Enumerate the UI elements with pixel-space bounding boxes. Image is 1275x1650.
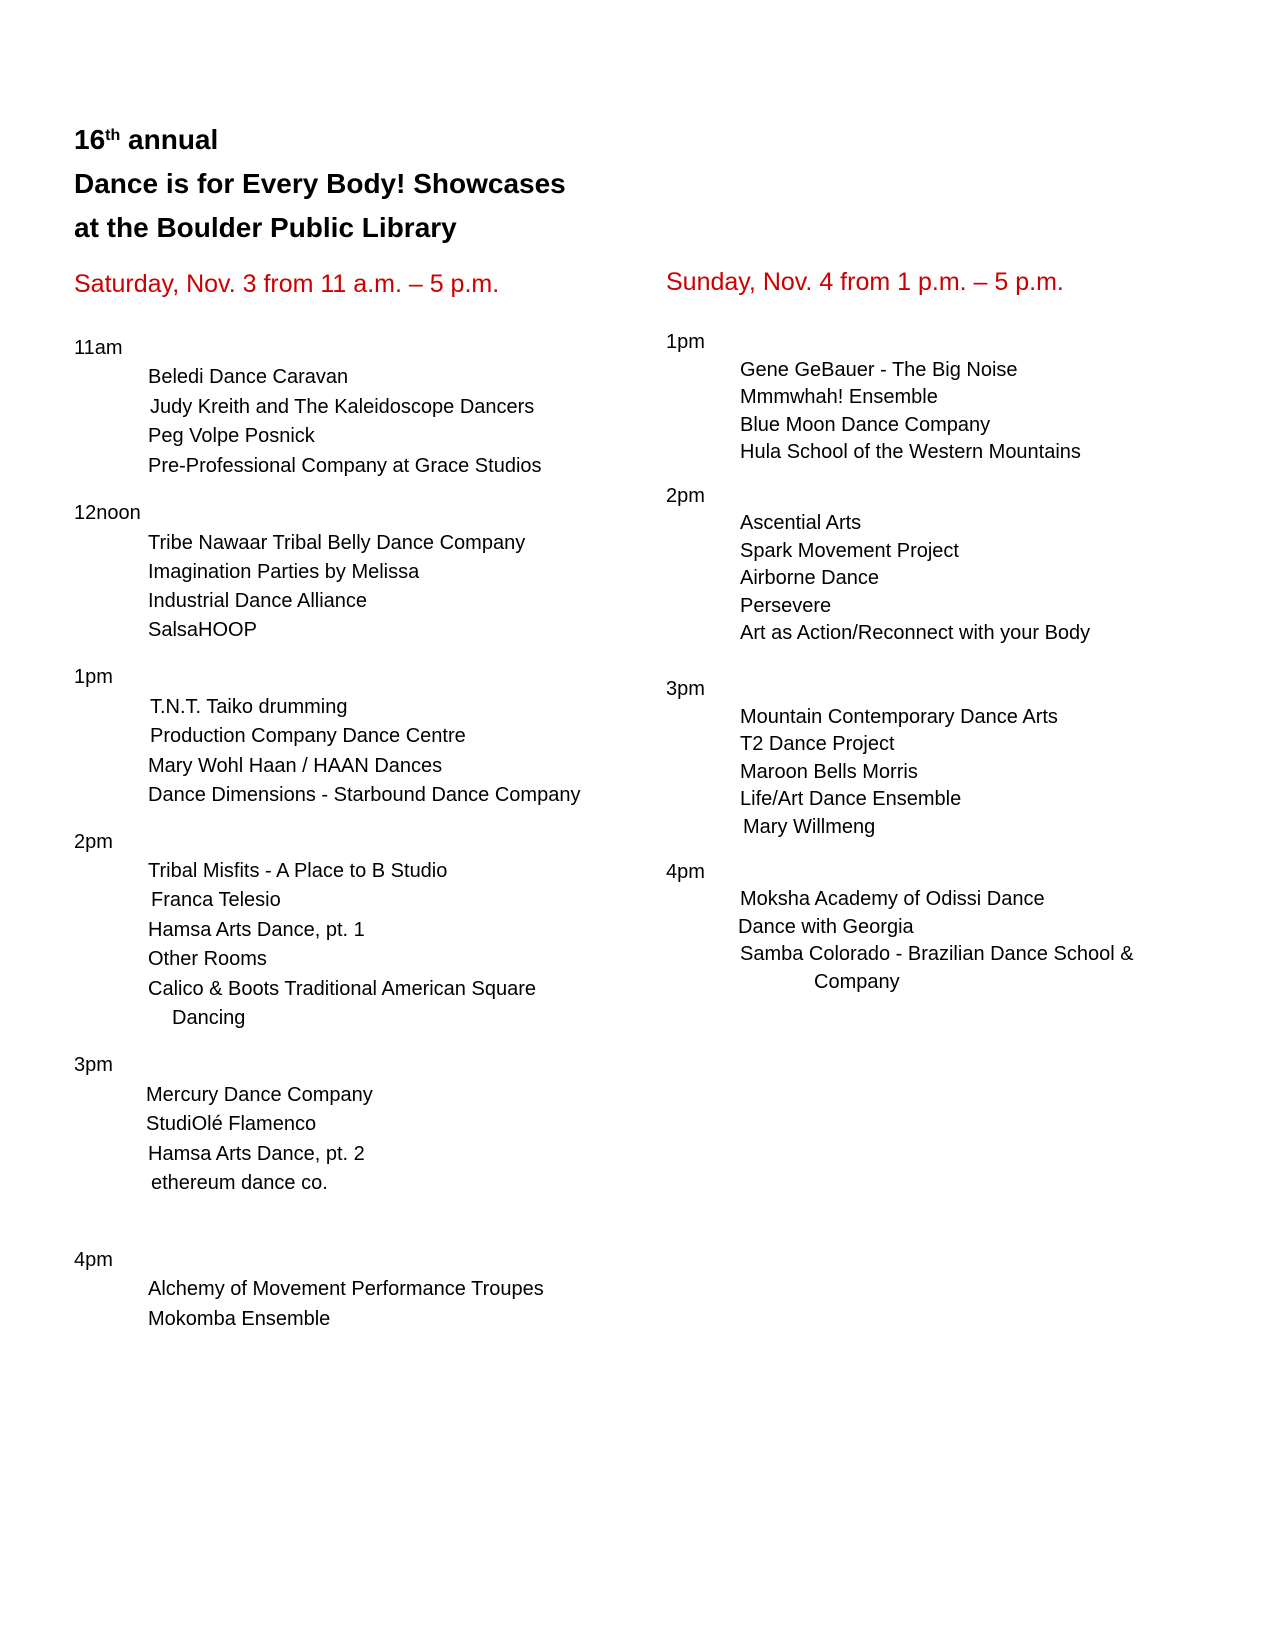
sunday-heading: Sunday, Nov. 4 from 1 p.m. – 5 p.m. bbox=[666, 268, 1064, 296]
sun-act: Mmmwhah! Ensemble bbox=[740, 386, 938, 408]
sun-act: Gene GeBauer - The Big Noise bbox=[740, 359, 1018, 381]
sun-act: Life/Art Dance Ensemble bbox=[740, 788, 962, 810]
sat-act: Mokomba Ensemble bbox=[148, 1308, 331, 1330]
title-line-3: at the Boulder Public Library bbox=[74, 212, 457, 243]
sun-act: Dance with Georgia bbox=[738, 916, 914, 938]
sat-time-1pm: 1pm bbox=[74, 666, 113, 688]
sun-act: Moksha Academy of Odissi Dance bbox=[740, 888, 1045, 910]
sat-act: Judy Kreith and The Kaleidoscope Dancers bbox=[150, 396, 535, 418]
sun-act: Persevere bbox=[740, 595, 832, 617]
sat-act: Alchemy of Movement Performance Troupes bbox=[148, 1278, 544, 1300]
sun-act: Hula School of the Western Mountains bbox=[740, 441, 1081, 463]
sat-act: Dance Dimensions - Starbound Dance Company bbox=[148, 784, 581, 806]
sun-act: Ascential Arts bbox=[740, 512, 862, 534]
sun-time-4pm: 4pm bbox=[666, 861, 705, 883]
title-line-1 bbox=[74, 118, 218, 162]
sat-act: Hamsa Arts Dance, pt. 1 bbox=[148, 919, 365, 941]
sat-act: Hamsa Arts Dance, pt. 2 bbox=[148, 1143, 365, 1165]
sun-act: Samba Colorado - Brazilian Dance School & bbox=[740, 943, 1134, 965]
sat-time-4pm: 4pm bbox=[74, 1249, 113, 1271]
title-ordinal-suffix: th bbox=[105, 127, 121, 144]
sun-act: Blue Moon Dance Company bbox=[740, 414, 991, 436]
sat-act-continued: Dancing bbox=[172, 1007, 246, 1029]
sat-act: Beledi Dance Caravan bbox=[148, 366, 349, 388]
sun-act: Spark Movement Project bbox=[740, 540, 959, 562]
sun-act: Maroon Bells Morris bbox=[740, 761, 918, 783]
sat-act: Tribe Nawaar Tribal Belly Dance Company bbox=[148, 532, 526, 554]
sun-time-2pm: 2pm bbox=[666, 485, 705, 507]
sun-act: Mary Willmeng bbox=[743, 816, 876, 838]
saturday-heading: Saturday, Nov. 3 from 11 a.m. – 5 p.m. bbox=[74, 270, 500, 298]
sat-act: Mary Wohl Haan / HAAN Dances bbox=[148, 755, 443, 777]
sat-act: T.N.T. Taiko drumming bbox=[150, 696, 348, 718]
sat-act: Calico & Boots Traditional American Square bbox=[148, 978, 536, 1000]
sat-act: Industrial Dance Alliance bbox=[148, 590, 368, 612]
sun-act-continued: Company bbox=[814, 971, 900, 993]
sat-act: ethereum dance co. bbox=[151, 1172, 328, 1194]
sat-act: Mercury Dance Company bbox=[146, 1084, 373, 1106]
sat-time-2pm: 2pm bbox=[74, 831, 113, 853]
sat-act: Peg Volpe Posnick bbox=[148, 425, 315, 447]
title-annual: annual bbox=[120, 124, 219, 155]
sat-act: StudiOlé Flamenco bbox=[146, 1113, 317, 1135]
sun-time-3pm: 3pm bbox=[666, 678, 705, 700]
sat-act: Imagination Parties by Melissa bbox=[148, 561, 420, 583]
sat-time-11am: 11am bbox=[74, 337, 123, 359]
sat-act: SalsaHOOP bbox=[148, 619, 257, 641]
sat-act: Pre-Professional Company at Grace Studios bbox=[148, 455, 542, 477]
sun-act: Airborne Dance bbox=[740, 567, 879, 589]
sat-act: Production Company Dance Centre bbox=[150, 725, 466, 747]
sat-time-3pm: 3pm bbox=[74, 1054, 113, 1076]
sat-act: Franca Telesio bbox=[151, 889, 281, 911]
sat-time-12noon: 12noon bbox=[74, 502, 141, 524]
sun-time-1pm: 1pm bbox=[666, 331, 705, 353]
sun-act: Art as Action/Reconnect with your Body bbox=[740, 622, 1091, 644]
title-line-2: Dance is for Every Body! Showcases bbox=[74, 168, 566, 199]
sun-act: Mountain Contemporary Dance Arts bbox=[740, 706, 1058, 728]
sat-act: Other Rooms bbox=[148, 948, 267, 970]
sat-act: Tribal Misfits - A Place to B Studio bbox=[148, 860, 448, 882]
sun-act: T2 Dance Project bbox=[740, 733, 895, 755]
title-ordinal-number: 16 bbox=[74, 124, 106, 155]
